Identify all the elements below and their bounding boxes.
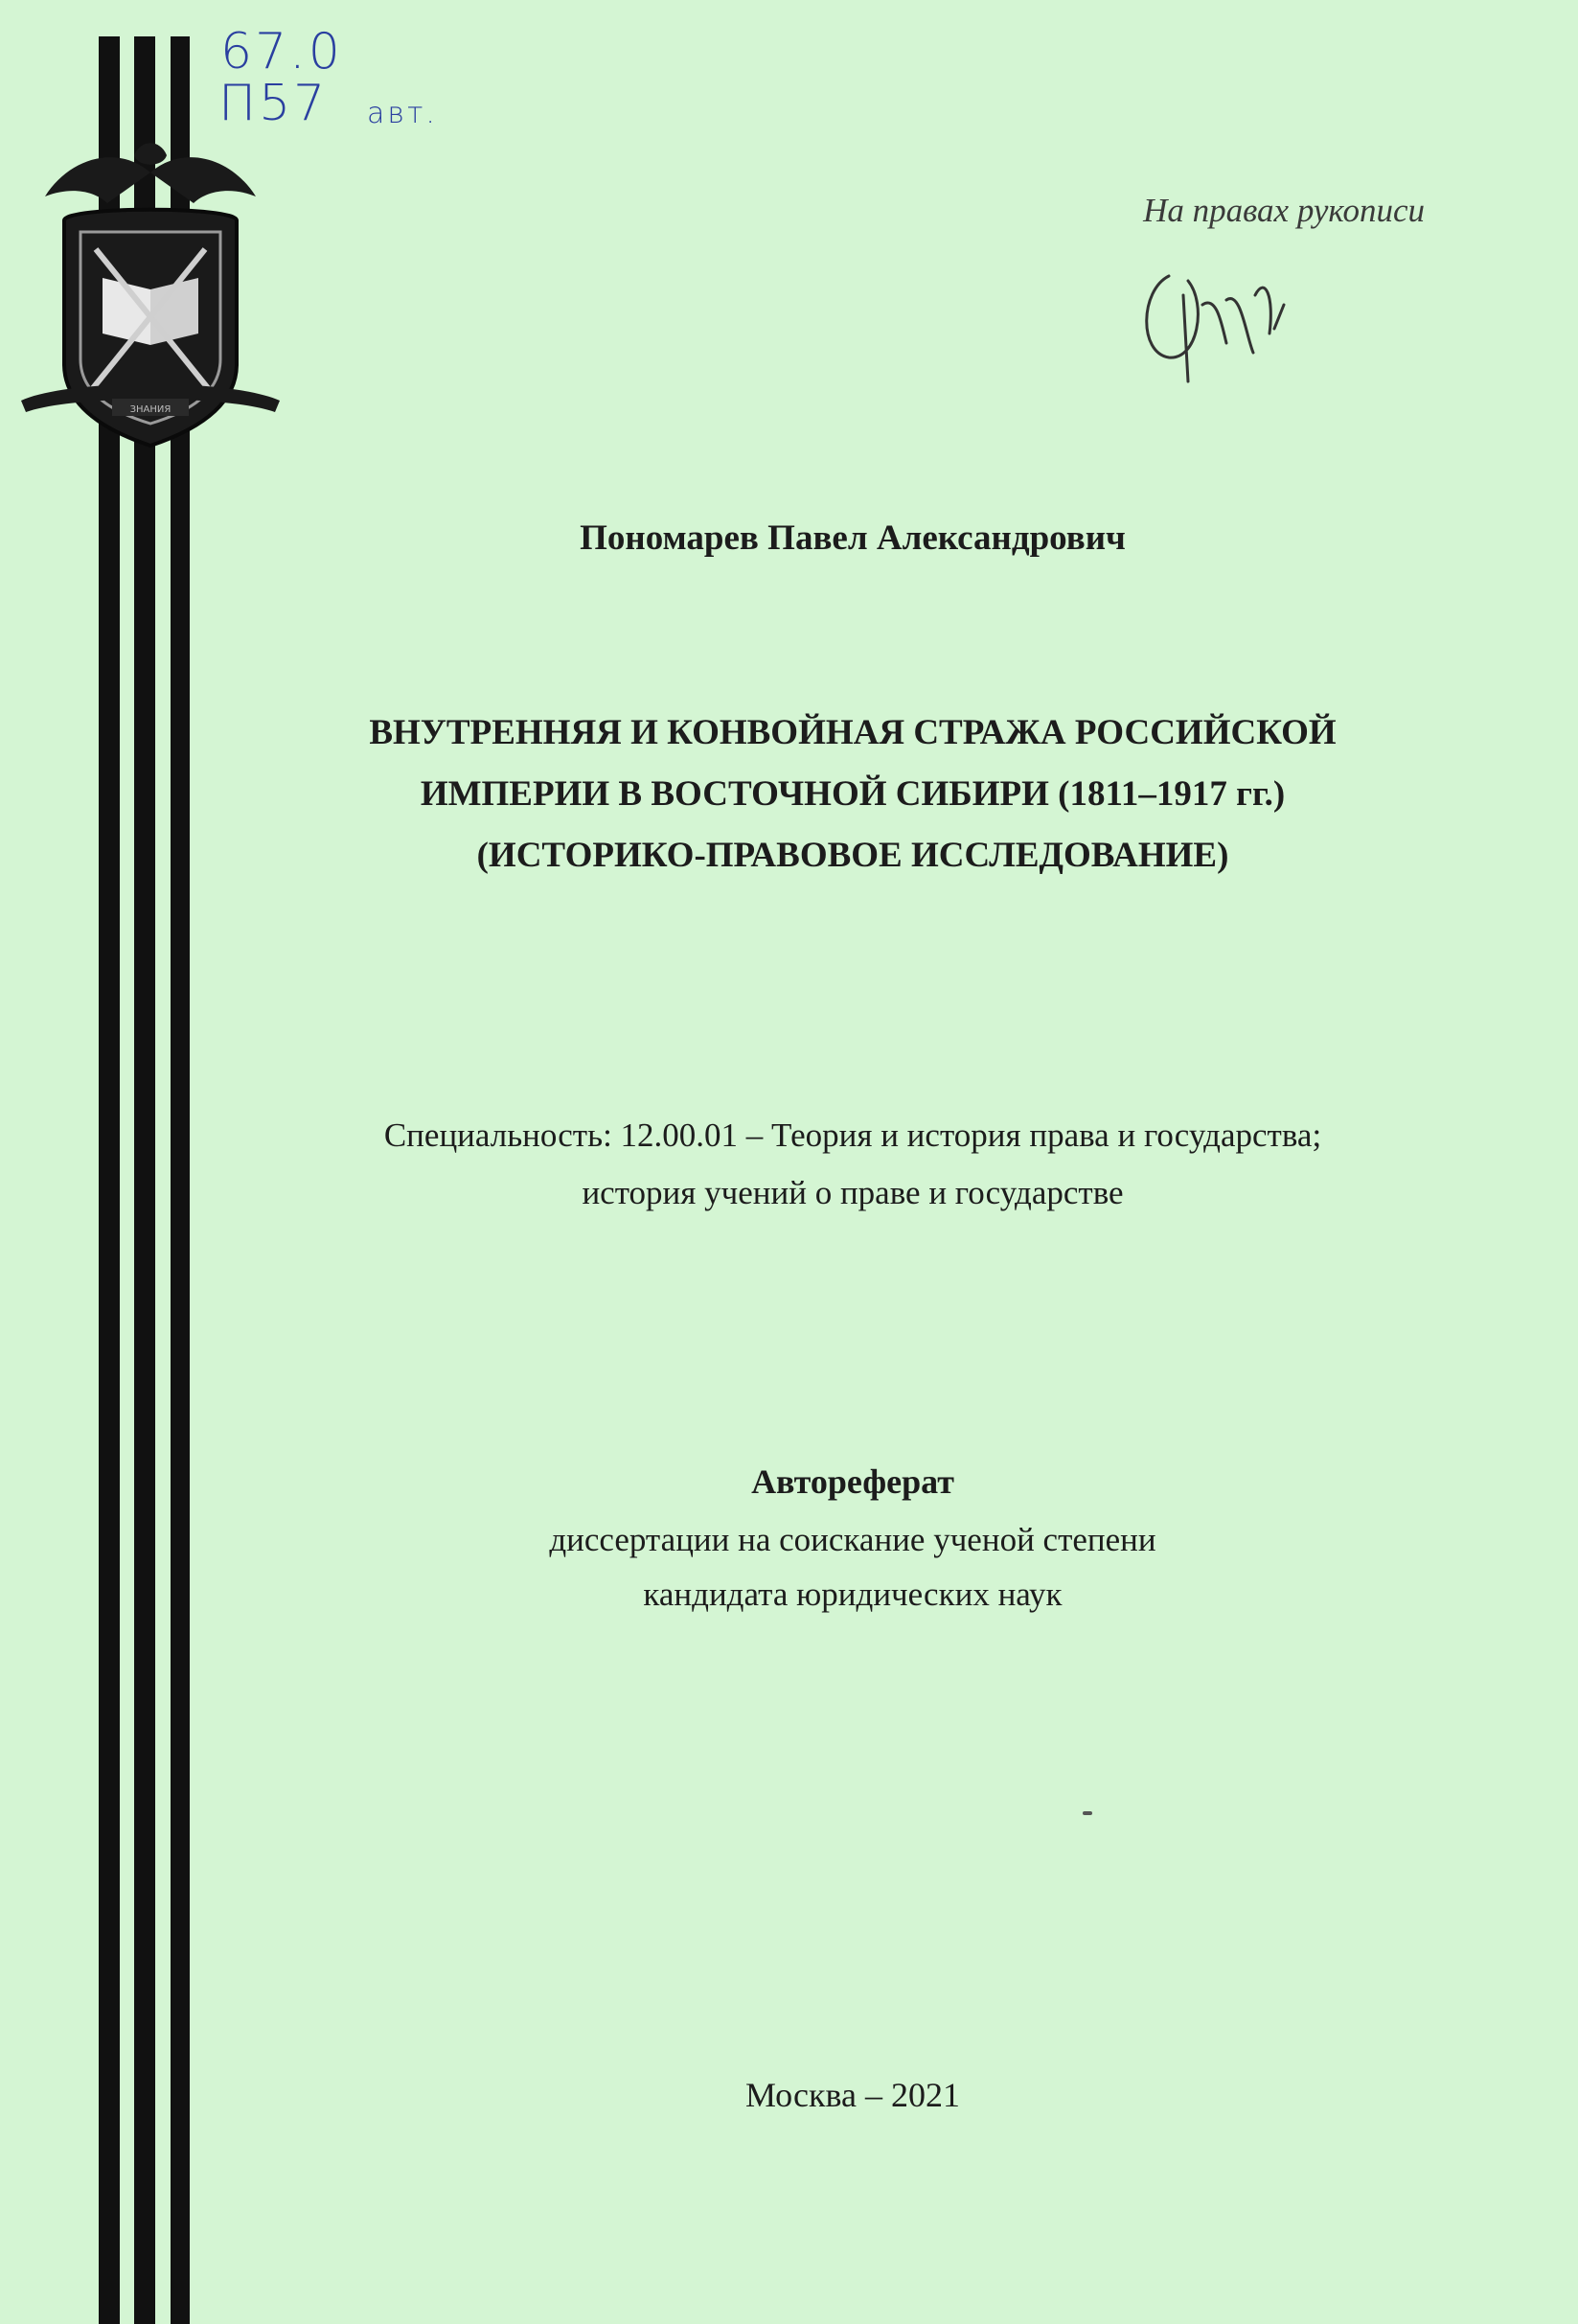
author-name: Пономарев Павел Александрович <box>580 518 1126 558</box>
library-mark-suffix: авт. <box>367 97 438 130</box>
emblem-text: ЗНАНИЯ <box>129 404 172 415</box>
abstract-heading: Автореферат <box>751 1462 954 1501</box>
scan-speck <box>1083 1811 1092 1815</box>
abstract-line: кандидата юридических наук <box>643 1576 1063 1613</box>
library-mark-index: П57 <box>218 75 329 132</box>
specialty-block <box>297 1107 1408 1222</box>
library-mark-code: 67.0 <box>220 23 343 81</box>
manuscript-note: На правах рукописи <box>1143 192 1425 229</box>
signature-icon <box>1131 238 1303 401</box>
title-line: (ИСТОРИКО-ПРАВОВОЕ ИССЛЕДОВАНИЕ) <box>476 836 1229 875</box>
title-line: ВНУТРЕННЯЯ И КОНВОЙНАЯ СТРАЖА РОССИЙСКОЙ <box>369 713 1337 752</box>
abstract-line: диссертации на соискание ученой степени <box>549 1521 1156 1558</box>
title-line: ИМПЕРИИ В ВОСТОЧНОЙ СИБИРИ (1811–1917 гг.) <box>420 774 1286 814</box>
dissertation-title <box>297 702 1408 886</box>
specialty-line: Специальность: 12.00.01 – Теория и история права и государства; <box>383 1116 1322 1154</box>
abstract-description <box>297 1512 1408 1622</box>
specialty-line: история учений о праве и государстве <box>582 1174 1124 1211</box>
police-academy-emblem-icon <box>11 115 289 470</box>
city-year: Москва – 2021 <box>745 2076 960 2114</box>
